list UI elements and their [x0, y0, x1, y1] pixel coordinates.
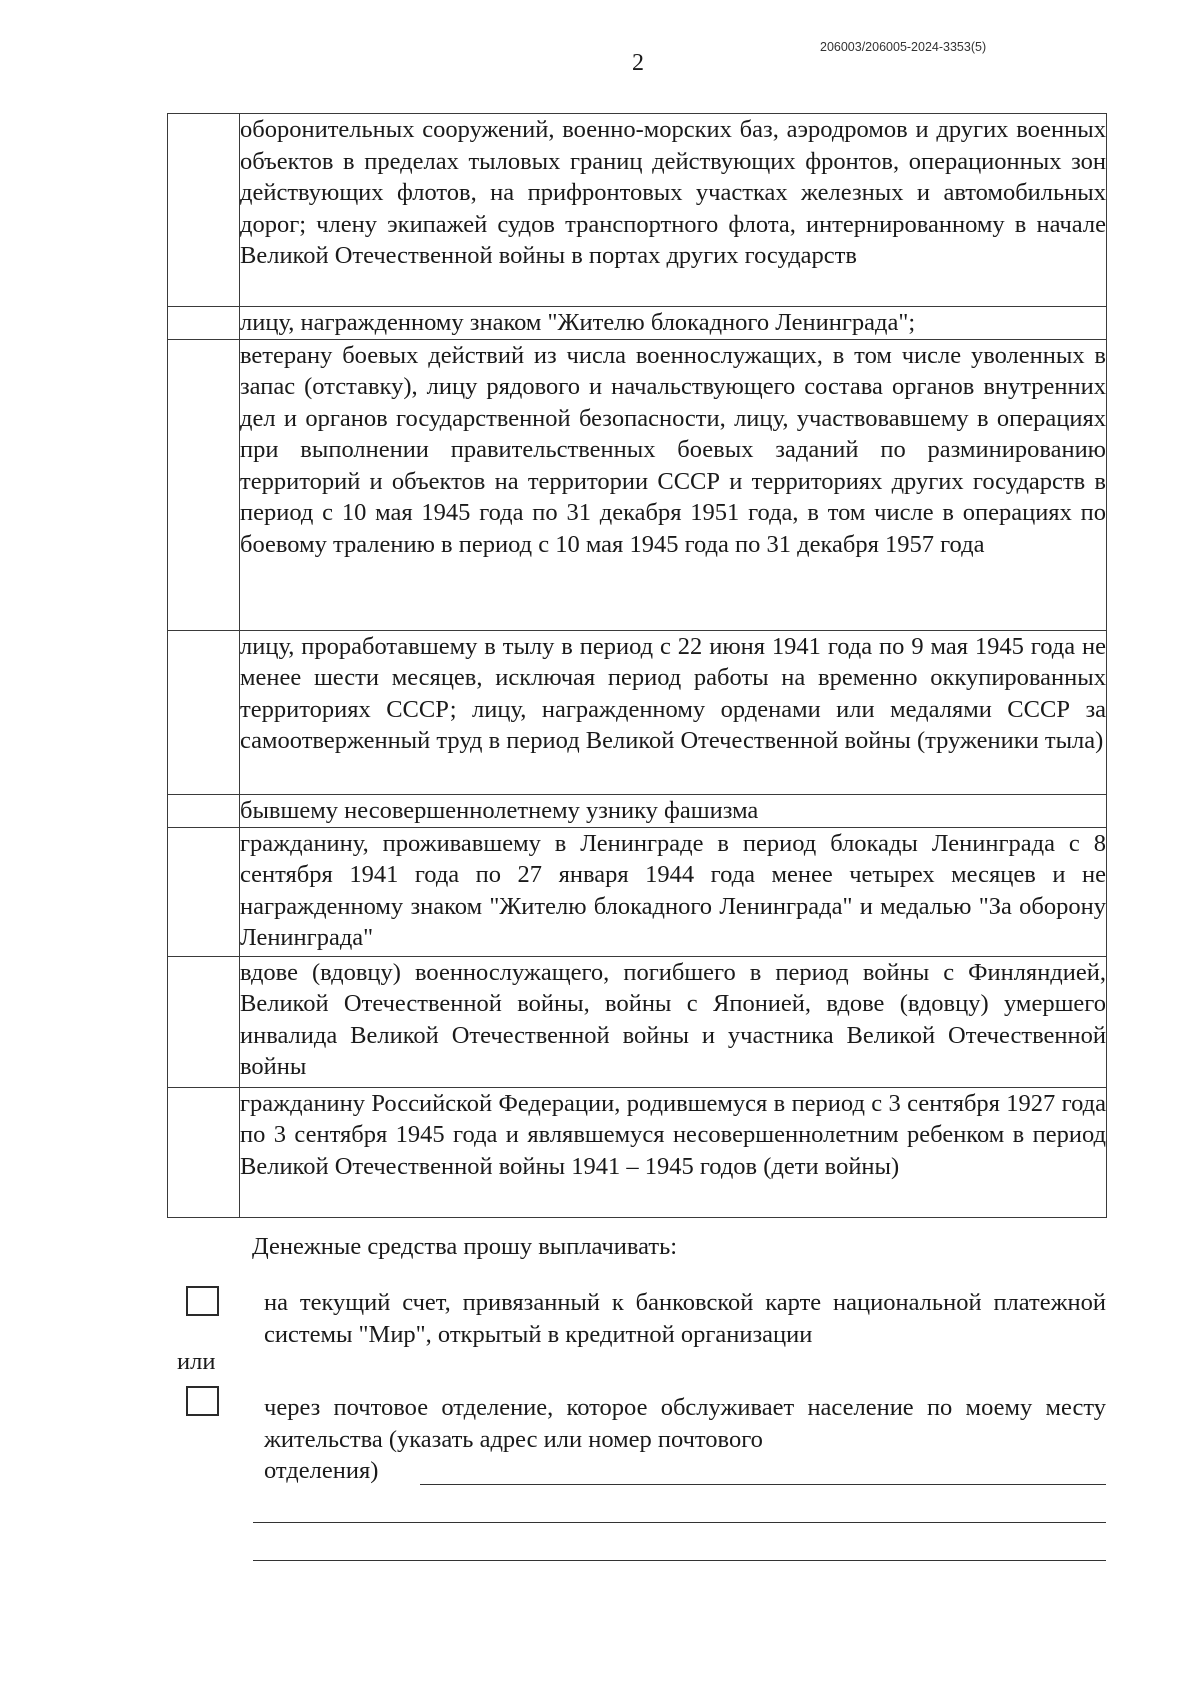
card-account-checkbox[interactable]	[186, 1286, 219, 1316]
table-row	[168, 630, 1107, 794]
category-text: ветерану боевых действий из числа военнослужащих, в том числе уволенных в запас (отставку), лицу рядового и начальствующего состава органов внутренних дел и органов государственной безопасности, лицу, участвовавшему в операциях при выполнении правительственных боевых заданий по разминированию территорий и объектов на территории СССР и территориях других государств в период с 10 мая 1945 года по 31 декабря 1951 года, в том числе в операциях по боевому тралению в период с 10 мая 1945 года по 31 декабря 1957 года	[240, 339, 1107, 630]
table-row	[168, 114, 1107, 307]
category-text: лицу, проработавшему в тылу в период с 22 июня 1941 года по 9 мая 1945 года не менее шести месяцев, исключая период работы на временно оккупированных территориях СССР; лицу, награжденному орденами или медалями СССР за самоотверженный труд в период Великой Отечественной войны (труженики тыла)	[240, 630, 1107, 794]
category-text: гражданину Российской Федерации, родившемуся в период с 3 сентября 1927 года по 3 сентября 1945 года и являвшемуся несовершеннолетним ребенком в период Великой Отечественной войны 1941 – 1945 годов (дети войны)	[240, 1087, 1107, 1217]
category-text: бывшему несовершеннолетнему узнику фашизма	[240, 794, 1107, 827]
address-input-line-2[interactable]	[253, 1522, 1106, 1523]
category-checkbox-cell[interactable]	[168, 1087, 240, 1217]
category-checkbox-cell[interactable]	[168, 114, 240, 307]
address-input-line-3[interactable]	[253, 1560, 1106, 1561]
category-checkbox-cell[interactable]	[168, 339, 240, 630]
card-account-option-text: на текущий счет, привязанный к банковской карте национальной платежной системы "Мир", открытый в кредитной организации	[264, 1289, 1106, 1348]
category-checkbox-cell[interactable]	[168, 827, 240, 956]
or-label: или	[177, 1348, 216, 1375]
category-text: гражданину, проживавшему в Ленинграде в период блокады Ленинграда с 8 сентября 1941 года по 27 января 1944 года менее четырех месяцев и не награжденному знаком "Жителю блокадного Ленинграда" и медалью "За оборону Ленинграда"	[240, 827, 1107, 956]
category-table	[167, 113, 1107, 1218]
page-number: 2	[632, 50, 644, 76]
category-checkbox-cell[interactable]	[168, 794, 240, 827]
table-row	[168, 794, 1107, 827]
post-office-checkbox[interactable]	[186, 1386, 219, 1416]
table-row	[168, 307, 1107, 340]
table-row	[168, 1087, 1107, 1217]
category-text: вдове (вдовцу) военнослужащего, погибшего в период войны с Финляндией, Великой Отечественной войны, войны с Японией, вдове (вдовцу) умершего инвалида Великой Отечественной войны и участника Великой Отечественной войны	[240, 956, 1107, 1087]
category-text: лицу, награжденному знаком "Жителю блокадного Ленинграда";	[240, 307, 1107, 340]
document-id: 206003/206005-2024-3353(5)	[820, 40, 987, 54]
payment-title: Денежные средства прошу выплачивать:	[252, 1233, 678, 1260]
table-row	[168, 827, 1107, 956]
table-row	[168, 956, 1107, 1087]
address-input-line-1[interactable]	[420, 1484, 1106, 1485]
category-text: оборонительных сооружений, военно-морских баз, аэродромов и других военных объектов в пределах тыловых границ действующих фронтов, операционных зон действующих флотов, на прифронтовых участках железных и автомобильных дорог; члену экипажей судов транспортного флота, интернированному в начале Великой Отечественной войны в портах других государств	[240, 114, 1107, 307]
category-checkbox-cell[interactable]	[168, 307, 240, 340]
post-office-option-text-end: отделения)	[264, 1457, 379, 1484]
table-row	[168, 339, 1107, 630]
post-office-option-text: через почтовое отделение, которое обслуживает население по моему месту жительства (указать адрес или номер почтового	[264, 1394, 1106, 1453]
category-checkbox-cell[interactable]	[168, 630, 240, 794]
category-checkbox-cell[interactable]	[168, 956, 240, 1087]
